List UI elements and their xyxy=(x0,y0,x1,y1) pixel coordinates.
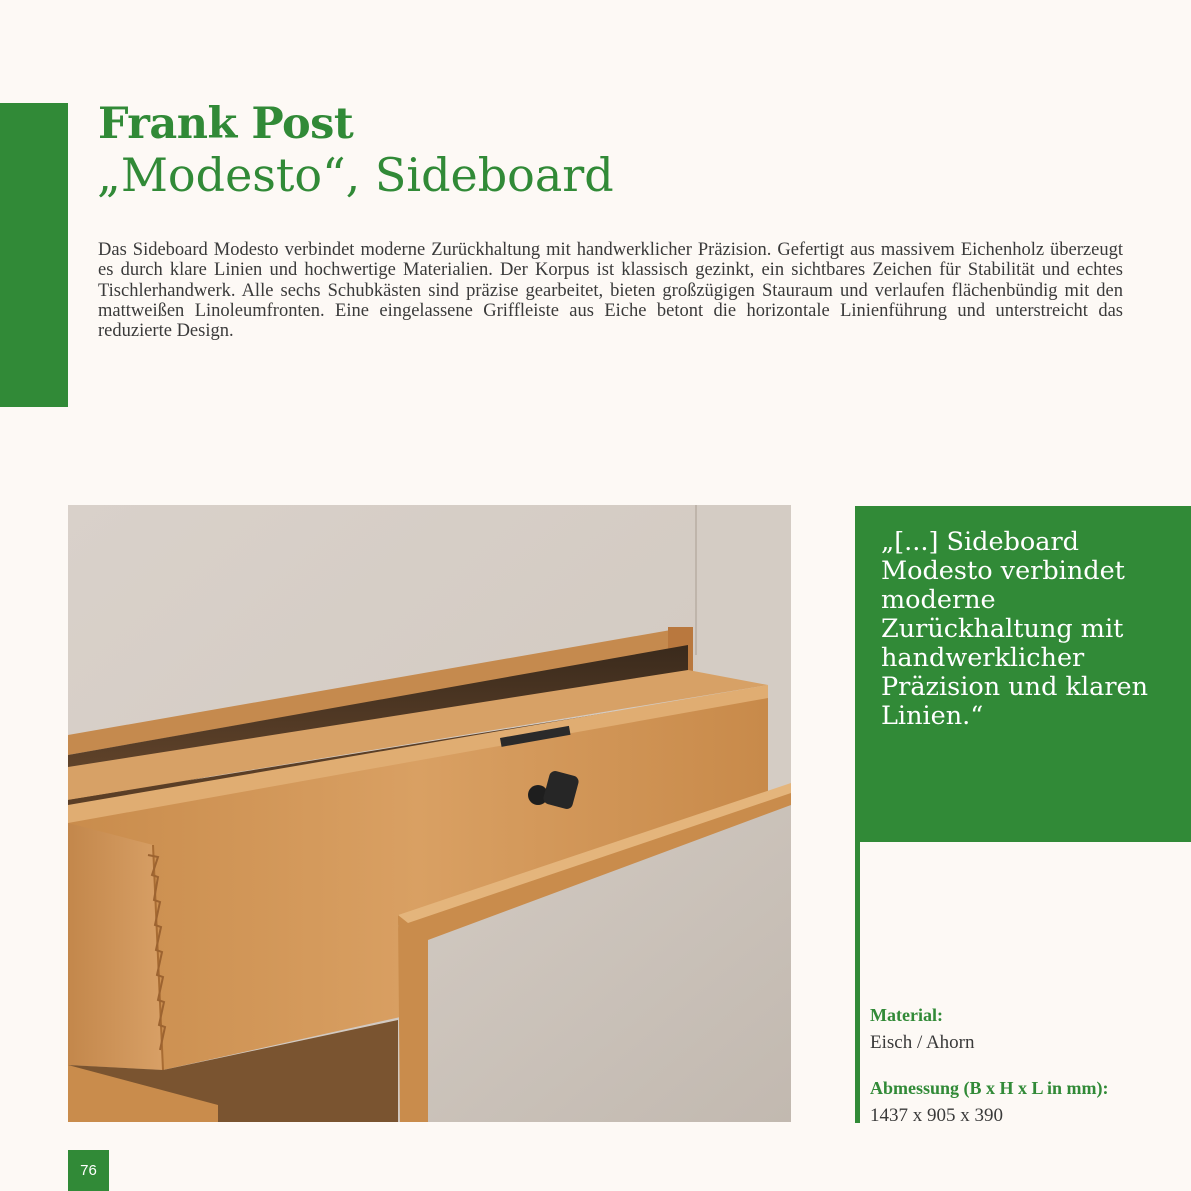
material-label: Material: xyxy=(870,1005,943,1025)
left-accent-bar xyxy=(0,103,68,407)
quote-text: „[...] Sideboard Modesto verbindet moderne Zurückhaltung mit handwerklicher Präzision und klaren Linien.“ xyxy=(881,527,1149,731)
page-number: 76 xyxy=(68,1150,109,1191)
dimension-value: 1437 x 905 x 390 xyxy=(870,1105,1003,1126)
product-photo xyxy=(68,505,791,1122)
material-value: Eisch / Ahorn xyxy=(870,1032,975,1053)
product-title: „Modesto“, Sideboard xyxy=(97,148,614,202)
dimension-label: Abmessung (B x H x L in mm): xyxy=(870,1078,1109,1098)
quote-box xyxy=(855,506,1191,842)
product-description: Das Sideboard Modesto verbindet moderne Zurückhaltung mit handwerklicher Präzision. Gefertigt aus massivem Eichenholz überzeugt es durch klare Linien und hochwertige Materialien. Der Korpus ist klassisch gezinkt, ein sichtbares Zeichen für Stabilität und echtes Tischlerhandwerk. Alle sechs Schubkästen sind präzise gearbeitet, bieten großzügigen Stauraum und verlaufen flächenbündig mit den mattweißen Linoleumfronten. Eine eingelassene Griffleiste aus Eiche betont die horizontale Linienführung und unterstreicht das reduzierte Design. xyxy=(98,240,1123,342)
designer-name: Frank Post xyxy=(98,99,354,149)
quote-side-line xyxy=(855,842,860,1123)
